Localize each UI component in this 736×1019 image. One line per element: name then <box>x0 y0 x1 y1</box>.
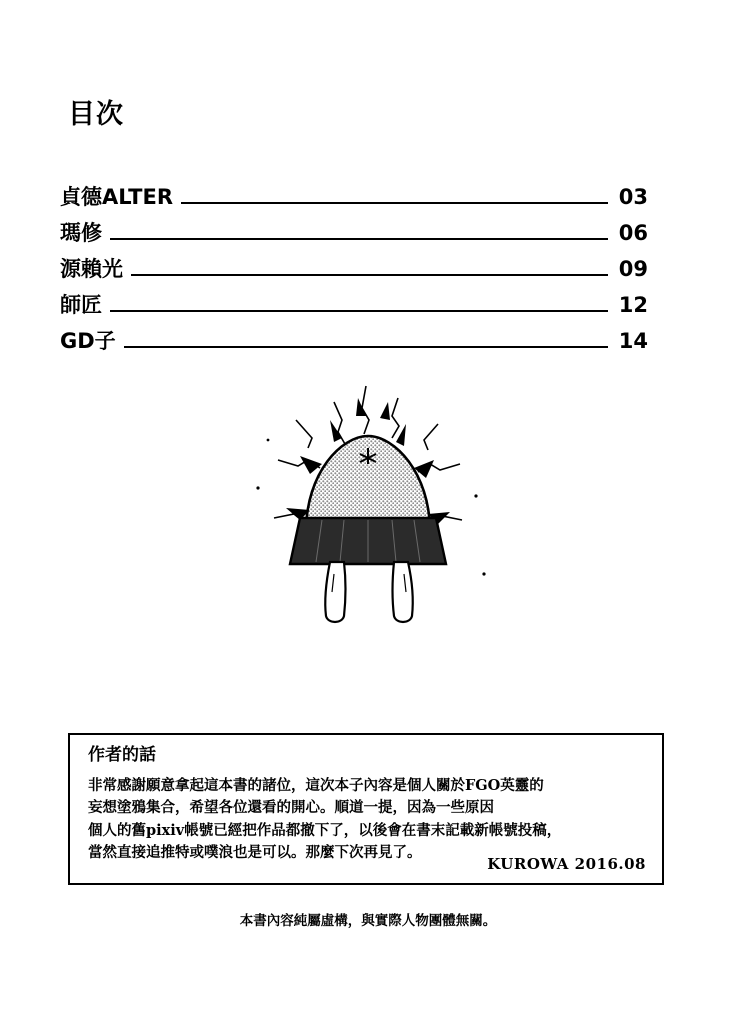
toc-entry-page: 03 <box>618 185 648 209</box>
toc-entry-label: GD子 <box>60 329 116 353</box>
right-leg <box>393 562 413 622</box>
toc-entry[interactable] <box>60 175 648 210</box>
afterword-body <box>88 775 648 865</box>
afterword-line: 妄想塗鴉集合，希望各位還看的開心。順道一提，因為一些原因 <box>88 799 494 817</box>
toc-leader-line <box>181 201 608 204</box>
toc-entry[interactable] <box>60 247 648 282</box>
toc-entry-page: 09 <box>618 257 648 281</box>
toc-leader-line <box>124 345 608 348</box>
toc-entry[interactable] <box>60 283 648 318</box>
toc-entry-page: 14 <box>618 329 648 353</box>
afterword-title: 作者的話 <box>88 745 156 765</box>
chibi-character-breaking-through-wall-illustration <box>238 368 498 638</box>
toc-leader-line <box>110 309 608 312</box>
page-title: 目次 <box>68 99 124 130</box>
toc-entry-page: 06 <box>618 221 648 245</box>
afterword-line: 非常感謝願意拿起這本書的諸位，這次本子內容是個人關於FGO英靈的 <box>88 777 544 794</box>
toc-entry-page: 12 <box>618 293 648 317</box>
toc-entry[interactable] <box>60 319 648 354</box>
toc-entry-label: 師匠 <box>60 293 102 317</box>
author-signature: KUROWA 2016.08 <box>487 855 646 873</box>
disclaimer-text: 本書內容純屬虛構，與實際人物團體無關。 <box>239 913 497 929</box>
toc-entry-label: 貞德ALTER <box>60 185 173 209</box>
afterword-box <box>68 733 664 885</box>
toc-entry-label: 瑪修 <box>60 221 102 245</box>
afterword-line: 個人的舊pixiv帳號已經把作品都撤下了，以後會在書末記載新帳號投稿， <box>88 821 562 839</box>
table-of-contents <box>60 175 648 355</box>
toc-leader-line <box>110 237 608 240</box>
toc-leader-line <box>131 273 608 276</box>
left-leg <box>325 562 345 622</box>
toc-entry-label: 源賴光 <box>60 257 123 281</box>
toc-entry[interactable] <box>60 211 648 246</box>
afterword-line: 當然直接追推特或噗浪也是可以。那麼下次再見了。 <box>88 844 422 862</box>
